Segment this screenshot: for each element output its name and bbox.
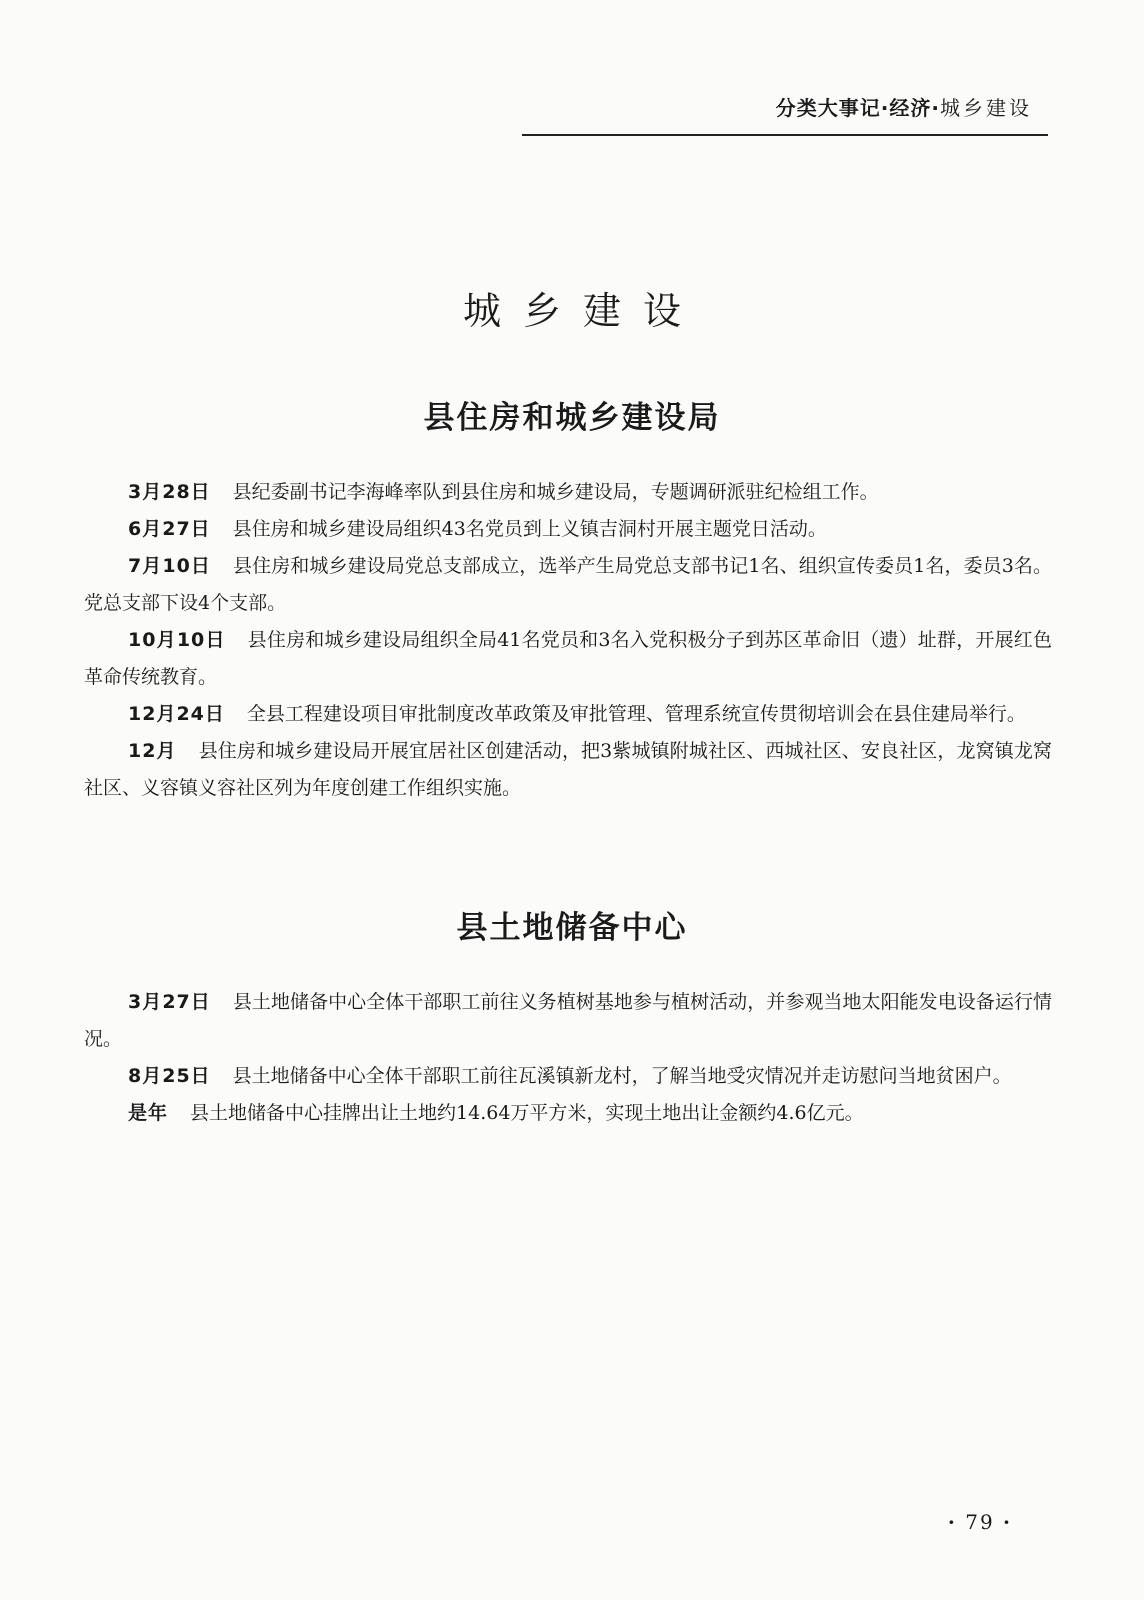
entry-text: 县土地储备中心挂牌出让土地约14.64万平方米，实现土地出让金额约4.6亿元。 <box>190 1102 864 1124</box>
running-header <box>776 92 1032 121</box>
event-entry <box>84 1095 1052 1132</box>
section-entries-land-reserve-center <box>84 984 1052 1132</box>
event-entry <box>84 696 1052 733</box>
page-number-value: 79 <box>965 1510 995 1534</box>
page-number-dot: · <box>947 1510 957 1534</box>
event-entry <box>84 511 1052 548</box>
event-entry <box>84 474 1052 511</box>
event-entry <box>84 548 1052 622</box>
event-entry <box>84 1058 1052 1095</box>
entry-date: 是年 <box>128 1102 169 1124</box>
event-entry <box>84 984 1052 1058</box>
section-title-housing-bureau: 县住房和城乡建设局 <box>423 400 721 436</box>
page-number <box>948 1510 1012 1534</box>
section-entries-housing-bureau <box>84 474 1052 807</box>
entry-text: 县土地储备中心全体干部职工前往义务植树基地参与植树活动，并参观当地太阳能发电设备运行情况。 <box>84 991 1052 1050</box>
entry-text: 县土地储备中心全体干部职工前往瓦溪镇新龙村，了解当地受灾情况并走访慰问当地贫困户。 <box>232 1065 1012 1087</box>
entry-date: 3月28日 <box>128 481 211 503</box>
page-number-dot: · <box>1003 1510 1012 1534</box>
chapter-title: 城乡建设 <box>462 289 703 333</box>
entry-text: 县纪委副书记李海峰率队到县住房和城乡建设局，专题调研派驻纪检组工作。 <box>232 481 879 503</box>
section-title-land-reserve-center: 县土地储备中心 <box>456 910 688 946</box>
event-entry <box>84 622 1052 696</box>
entry-text: 县住房和城乡建设局党总支部成立，选举产生局党总支部书记1名、组织宣传委员1名，委员3名。党总支部下设4个支部。 <box>84 555 1052 614</box>
entry-text: 全县工程建设项目审批制度改革政策及审批管理、管理系统宣传贯彻培训会在县住建局举行。 <box>246 703 1026 725</box>
entry-date: 12月24日 <box>128 703 225 725</box>
entry-date: 6月27日 <box>128 518 211 540</box>
event-entry <box>84 733 1052 807</box>
entry-date: 10月10日 <box>128 629 226 651</box>
entry-text: 县住房和城乡建设局开展宜居社区创建活动，把3紫城镇附城社区、西城社区、安良社区，龙窝镇龙窝社区、义容镇义容社区列为年度创建工作组织实施。 <box>84 740 1052 799</box>
entry-date: 3月27日 <box>128 991 211 1013</box>
running-header-category: 分类大事记·经济· <box>775 96 940 120</box>
entry-date: 8月25日 <box>128 1065 211 1087</box>
entry-text: 县住房和城乡建设局组织43名党员到上义镇吉洞村开展主题党日活动。 <box>232 518 827 540</box>
entry-date: 7月10日 <box>128 555 212 577</box>
entry-date: 12月 <box>128 740 177 762</box>
entry-text: 县住房和城乡建设局组织全局41名党员和3名入党积极分子到苏区革命旧（遗）址群，开展红色革命传统教育。 <box>84 629 1052 688</box>
header-rule <box>522 134 1048 136</box>
running-header-sub: 城乡建设 <box>940 96 1032 120</box>
